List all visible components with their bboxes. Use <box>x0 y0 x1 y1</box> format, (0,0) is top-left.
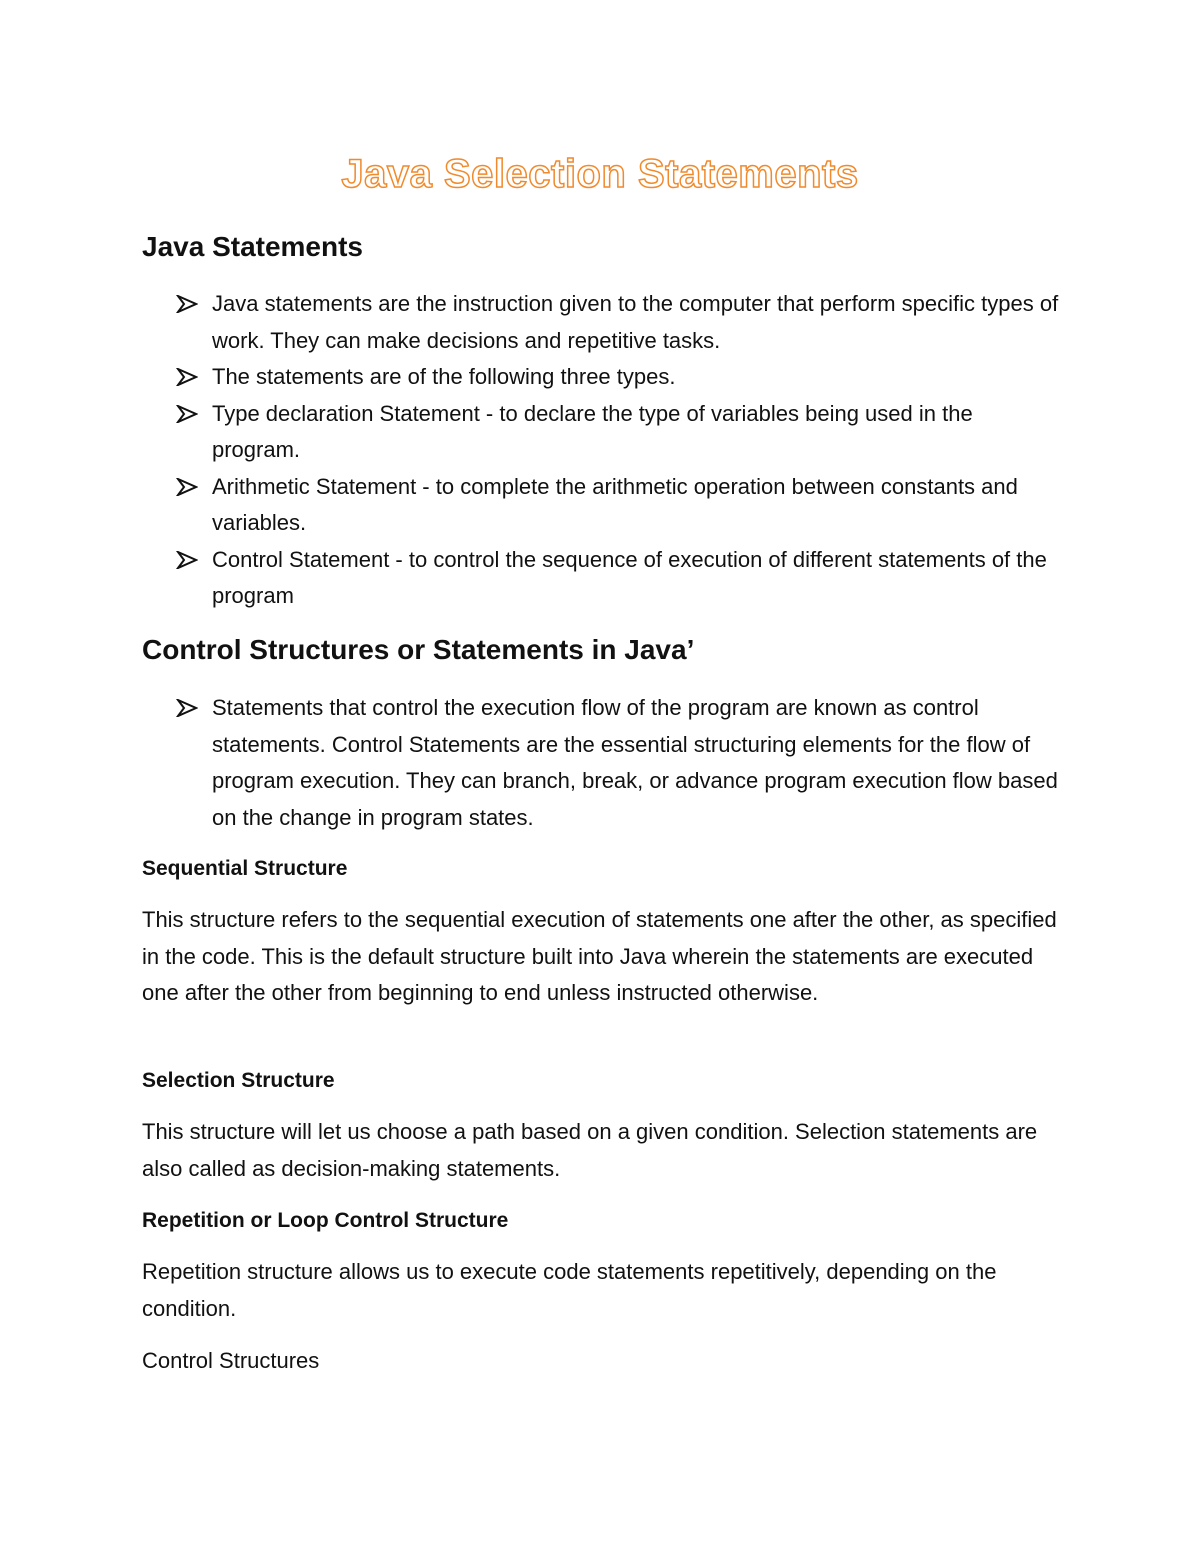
list-item-text: Arithmetic Statement - to complete the arithmetic operation between constants and variables. <box>212 473 1018 535</box>
list-item <box>0 469 1062 542</box>
list-item-text: Java statements are the instruction given to the computer that perform specific types of work. They can make decisions and repetitive tasks. <box>212 291 1059 353</box>
arrowhead-bullet-icon <box>176 478 198 496</box>
list-item <box>0 396 1062 469</box>
control-structures-list <box>0 690 1200 836</box>
paragraph-selection: This structure will let us choose a path based on a given condition. Selection statements are also called as decision-making statements. <box>142 1119 1038 1181</box>
heading-selection-structure: Selection Structure <box>142 1069 335 1092</box>
list-item-text: Type declaration Statement - to declare the type of variables being used in the program. <box>212 400 973 462</box>
paragraph-sequential: This structure refers to the sequential execution of statements one after the other, as specified in the code. This is the default structure built into Java wherein the statements are executed one after the other from beginning to end unless instructed otherwise. <box>142 907 1057 1005</box>
heading-repetition-structure: Repetition or Loop Control Structure <box>142 1209 509 1232</box>
list-item <box>0 286 1062 359</box>
java-statements-list <box>0 286 1200 615</box>
list-item <box>0 542 1062 615</box>
list-item-text: The statements are of the following three types. <box>212 364 676 389</box>
arrowhead-bullet-icon <box>176 699 198 717</box>
arrowhead-bullet-icon <box>176 368 198 386</box>
heading-java-statements: Java Statements <box>142 231 364 262</box>
list-item-text: Statements that control the execution flow of the program are known as control statements. Control Statements are the essential structuring elements for the flow of program execution. They can branch, break, or advance program execution flow based on the change in program states. <box>212 695 1058 830</box>
arrowhead-bullet-icon <box>176 405 198 423</box>
list-item <box>0 690 1062 836</box>
arrowhead-bullet-icon <box>176 551 198 569</box>
arrowhead-bullet-icon <box>176 295 198 313</box>
heading-sequential-structure: Sequential Structure <box>142 857 348 880</box>
footer-label: Control Structures <box>142 1348 320 1373</box>
heading-control-structures: Control Structures or Statements in Java’ <box>142 634 695 665</box>
list-item-text: Control Statement - to control the sequence of execution of different statements of the program <box>212 546 1047 608</box>
paragraph-repetition: Repetition structure allows us to execute code statements repetitively, depending on the condition. <box>142 1259 997 1321</box>
list-item <box>0 359 1062 396</box>
document-title: Java Selection Statements <box>341 152 859 196</box>
